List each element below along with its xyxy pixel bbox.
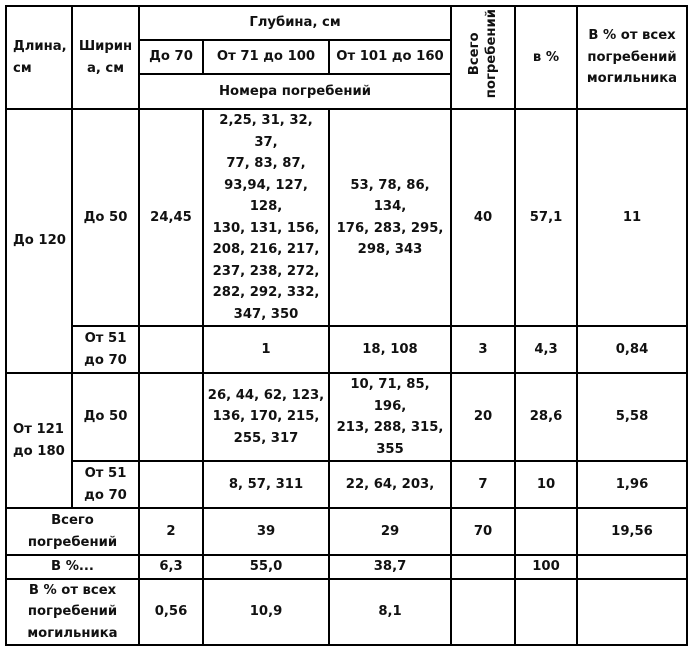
cell-percent: 4,3 [515,326,577,373]
cell-d101-160: 10, 71, 85, 196, 213, 288, 315, 355 [329,373,451,461]
header-total [451,6,515,109]
header-burial-numbers: Номера погребений [139,74,451,109]
cell-percent-cemetery: 11 [577,109,687,326]
percent-row-d70: 6,3 [139,555,203,579]
cell-d71-100: 2,25, 31, 32, 37, 77, 83, 87, 93,94, 127, 128, 130, 131, 156, 208, 216, 217, 237, 238, 272, 282, 292, 332, 347, 350 [203,109,329,326]
cell-d71-100: 26, 44, 62, 123, 136, 170, 215, 255, 317 [203,373,329,461]
cell-percent-cemetery: 0,84 [577,326,687,373]
cell-width: До 50 [72,373,139,461]
header-depth-col-2: От 71 до 100 [203,40,329,74]
percent-row [6,555,687,579]
table-row [6,373,687,461]
header-length: Длина, см [6,6,72,109]
cemetery-row-total [451,579,515,646]
header-percent-cemetery: В % от всех погребений могильника [577,6,687,109]
totals-d101-160: 29 [329,508,451,555]
percent-row-total [451,555,515,579]
cell-length: До 120 [6,109,72,373]
header-depth-col-3: От 101 до 160 [329,40,451,74]
cell-percent: 28,6 [515,373,577,461]
cell-d70 [139,373,203,461]
cemetery-row-percent-cemetery [577,579,687,646]
header-percent: в % [515,6,577,109]
cell-width: До 50 [72,109,139,326]
cell-d101-160: 53, 78, 86, 134, 176, 283, 295, 298, 343 [329,109,451,326]
cell-d70 [139,461,203,508]
cell-total: 3 [451,326,515,373]
percent-row-d71-100: 55,0 [203,555,329,579]
header-depth-col-1: До 70 [139,40,203,74]
cell-d71-100: 8, 57, 311 [203,461,329,508]
cell-percent-cemetery: 1,96 [577,461,687,508]
totals-percent [515,508,577,555]
cell-width: От 51 до 70 [72,326,139,373]
cell-d101-160: 18, 108 [329,326,451,373]
header-depth: Глубина, см [139,6,451,40]
table-row [6,109,687,326]
cell-d70 [139,326,203,373]
totals-percent-cemetery: 19,56 [577,508,687,555]
cemetery-row-d71-100: 10,9 [203,579,329,646]
cemetery-row [6,579,687,646]
table-row [6,461,687,508]
cemetery-row-label: В % от всех погребений могильника [6,579,139,646]
cemetery-row-d101-160: 8,1 [329,579,451,646]
percent-row-percent: 100 [515,555,577,579]
header-width: Ширин а, см [72,6,139,109]
cell-total: 7 [451,461,515,508]
cell-percent: 10 [515,461,577,508]
percent-row-percent-cemetery [577,555,687,579]
cell-length: От 121 до 180 [6,373,72,508]
cell-percent-cemetery: 5,58 [577,373,687,461]
cell-percent: 57,1 [515,109,577,326]
totals-row [6,508,687,555]
cemetery-row-percent [515,579,577,646]
cell-d71-100: 1 [203,326,329,373]
table-row [6,326,687,373]
totals-d71-100: 39 [203,508,329,555]
cell-total: 40 [451,109,515,326]
totals-label: Всего погребений [6,508,139,555]
totals-d70: 2 [139,508,203,555]
percent-row-label: В %... [6,555,139,579]
cell-width: От 51 до 70 [72,461,139,508]
cemetery-row-d70: 0,56 [139,579,203,646]
cell-d70: 24,45 [139,109,203,326]
burials-table [5,5,688,646]
totals-total: 70 [451,508,515,555]
header-total-label: Всего погребений [467,9,499,99]
cell-d101-160: 22, 64, 203, [329,461,451,508]
cell-total: 20 [451,373,515,461]
percent-row-d101-160: 38,7 [329,555,451,579]
